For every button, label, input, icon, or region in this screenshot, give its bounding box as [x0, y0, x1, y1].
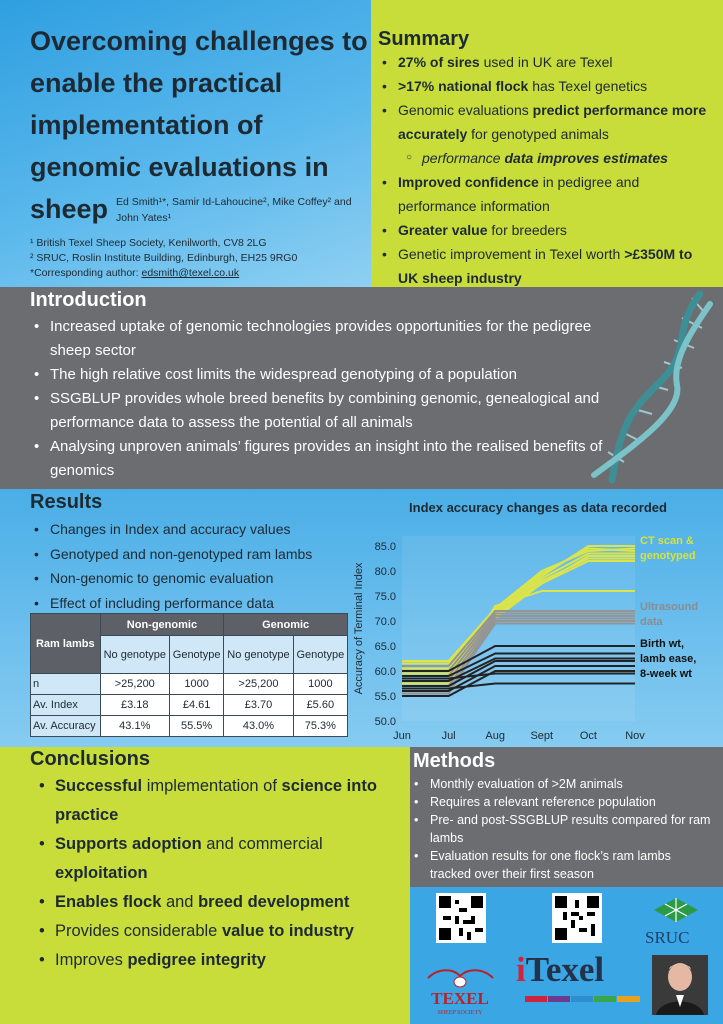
table-cell: >25,200	[224, 674, 293, 695]
y-tick-label: 75.0	[374, 591, 396, 603]
methods-item: • Pre- and post-SSGBLUP results compared for ram lambs	[430, 811, 715, 847]
summary-item: • Genomic evaluations predict performance more accurately for genotyped animals	[398, 98, 716, 146]
conclusion-item: • Supports adoption and commercial exploitation	[55, 830, 405, 888]
table-cell: 75.3%	[293, 716, 347, 737]
texel-logo-name: TEXEL	[431, 989, 489, 1008]
chart-title: Index accuracy changes as data recorded	[409, 500, 667, 515]
y-tick-label: 85.0	[374, 541, 396, 553]
introduction-list	[50, 315, 620, 483]
conclusions-heading: Conclusions	[30, 748, 151, 770]
conclusion-item: • Provides considerable value to industry	[55, 917, 405, 946]
table-cell: 43.1%	[100, 716, 169, 737]
table-cell: >25,200	[100, 674, 169, 695]
table-subheader: No genotype	[224, 636, 293, 674]
itexel-logo-i: i	[516, 950, 526, 989]
sruc-logo-icon	[652, 896, 700, 928]
x-tick-label: Jun	[393, 730, 411, 742]
methods-item: • Evaluation results for one flock’s ram lambs tracked over their first season	[430, 847, 715, 883]
methods-item: • Requires a relevant reference population	[430, 793, 715, 811]
table-cell: 55.5%	[169, 716, 223, 737]
intro-item: • Analysing unproven animals’ figures provides an insight into the realised benefits of genomics	[50, 435, 620, 483]
summary-list	[398, 50, 716, 290]
y-tick-label: 80.0	[374, 566, 396, 578]
conclusions-list	[55, 772, 405, 975]
qr-code-texel[interactable]	[436, 893, 486, 943]
table-cell: £3.18	[100, 695, 169, 716]
table-row	[31, 716, 348, 737]
y-axis-label: Accuracy of Terminal Index	[353, 562, 365, 695]
summary-item: • >17% national flock has Texel genetics	[398, 74, 716, 98]
sruc-logo-text: SRUC	[645, 928, 690, 947]
affiliation-1: ¹ British Texel Sheep Society, Kenilworth, CV8 2LG	[30, 237, 267, 249]
table-cell: £5.60	[293, 695, 347, 716]
summary-item: • Genetic improvement in Texel worth >£350M to UK sheep industry	[398, 242, 716, 290]
summary-heading: Summary	[378, 28, 470, 50]
table-row	[31, 674, 348, 695]
summary-item: • Improved confidence in pedigree and performance information	[398, 170, 716, 218]
conclusion-item: • Successful implementation of science into practice	[55, 772, 405, 830]
itexel-logo-text: Texel	[525, 950, 605, 989]
qr-code-itexel[interactable]	[552, 893, 602, 943]
table-row	[31, 695, 348, 716]
affiliation-2: ² SRUC, Roslin Institute Building, Edinburgh, EH25 9RG0	[30, 252, 298, 264]
table-group-header: Non-genomic	[100, 614, 224, 636]
y-tick-label: 50.0	[374, 716, 396, 728]
qr-code-icon	[555, 896, 599, 940]
x-tick-label: Nov	[625, 730, 645, 742]
summary-subitem: ○ performance data improves estimates	[422, 146, 716, 170]
summary-item: • Greater value for breeders	[398, 218, 716, 242]
texel-logo-subtitle: SHEEP SOCIETY	[437, 1010, 483, 1016]
results-list	[50, 517, 370, 615]
table-row-label: Av. Accuracy	[31, 716, 101, 737]
results-heading: Results	[30, 491, 103, 513]
methods-item: • Monthly evaluation of >2M animals	[430, 775, 715, 793]
results-item: • Changes in Index and accuracy values	[50, 517, 370, 542]
y-tick-label: 65.0	[374, 641, 396, 653]
results-item: • Effect of including performance data	[50, 591, 370, 616]
ram-lambs-table	[30, 613, 348, 737]
accuracy-line-chart	[350, 522, 720, 744]
texel-sheep-society-logo	[418, 968, 503, 1016]
itexel-color-bars	[525, 996, 640, 1002]
table-row-label: Av. Index	[31, 695, 101, 716]
table-subheader: No genotype	[100, 636, 169, 674]
summary-item: • 27% of sires used in UK are Texel	[398, 50, 716, 74]
authors: Ed Smith¹*, Samir Id-Lahoucine², Mike Coffey² and John Yates¹	[116, 196, 352, 224]
table-corner-header: Ram lambs	[31, 614, 101, 674]
conclusion-item: • Enables flock and breed development	[55, 888, 405, 917]
table-cell: 1000	[169, 674, 223, 695]
chart-annotation: Birth wt, lamb ease, 8-week wt	[640, 638, 697, 680]
chart-annotation: CT scan & genotyped	[640, 535, 696, 562]
table-subheader: Genotype	[169, 636, 223, 674]
qr-code-icon	[439, 896, 483, 940]
table-cell: 1000	[293, 674, 347, 695]
table-subheader: Genotype	[293, 636, 347, 674]
intro-item: • SSGBLUP provides whole breed benefits by combining genomic, genealogical and performance data to assess the potential of all animals	[50, 387, 620, 435]
x-tick-label: Jul	[441, 730, 456, 742]
table-row-label: n	[31, 674, 101, 695]
author-photo	[652, 955, 708, 1015]
intro-item: • The high relative cost limits the widespread genotyping of a population	[50, 363, 620, 387]
intro-item: • Increased uptake of genomic technologies provides opportunities for the pedigree sheep sector	[50, 315, 620, 363]
results-item: • Genotyped and non-genotyped ram lambs	[50, 542, 370, 567]
itexel-logo	[516, 950, 604, 990]
email-link[interactable]: edsmith@texel.co.uk	[141, 267, 240, 279]
chart-annotation: Ultrasound data	[640, 601, 699, 628]
affiliations	[30, 236, 360, 281]
corresponding-author	[30, 266, 360, 281]
methods-list	[430, 775, 715, 883]
table-group-header: Genomic	[224, 614, 348, 636]
table-cell: 43.0%	[224, 716, 293, 737]
x-tick-label: Oct	[579, 730, 597, 742]
results-item: • Non-genomic to genomic evaluation	[50, 566, 370, 591]
person-icon	[652, 955, 708, 1015]
conclusion-item: • Improves pedigree integrity	[55, 946, 405, 975]
plot-area	[402, 536, 635, 721]
introduction-heading: Introduction	[30, 289, 147, 311]
corresponding-label: *Corresponding author:	[30, 267, 142, 279]
table-cell: £4.61	[169, 695, 223, 716]
y-tick-label: 60.0	[374, 666, 396, 678]
x-tick-label: Aug	[485, 730, 505, 742]
x-tick-label: Sept	[530, 730, 554, 742]
y-tick-label: 70.0	[374, 616, 396, 628]
table-cell: £3.70	[224, 695, 293, 716]
y-tick-label: 55.0	[374, 691, 396, 703]
methods-heading: Methods	[413, 750, 496, 772]
poster-title: Overcoming challenges to enable the practical implementation of genomic evaluations in sheep	[30, 26, 368, 224]
